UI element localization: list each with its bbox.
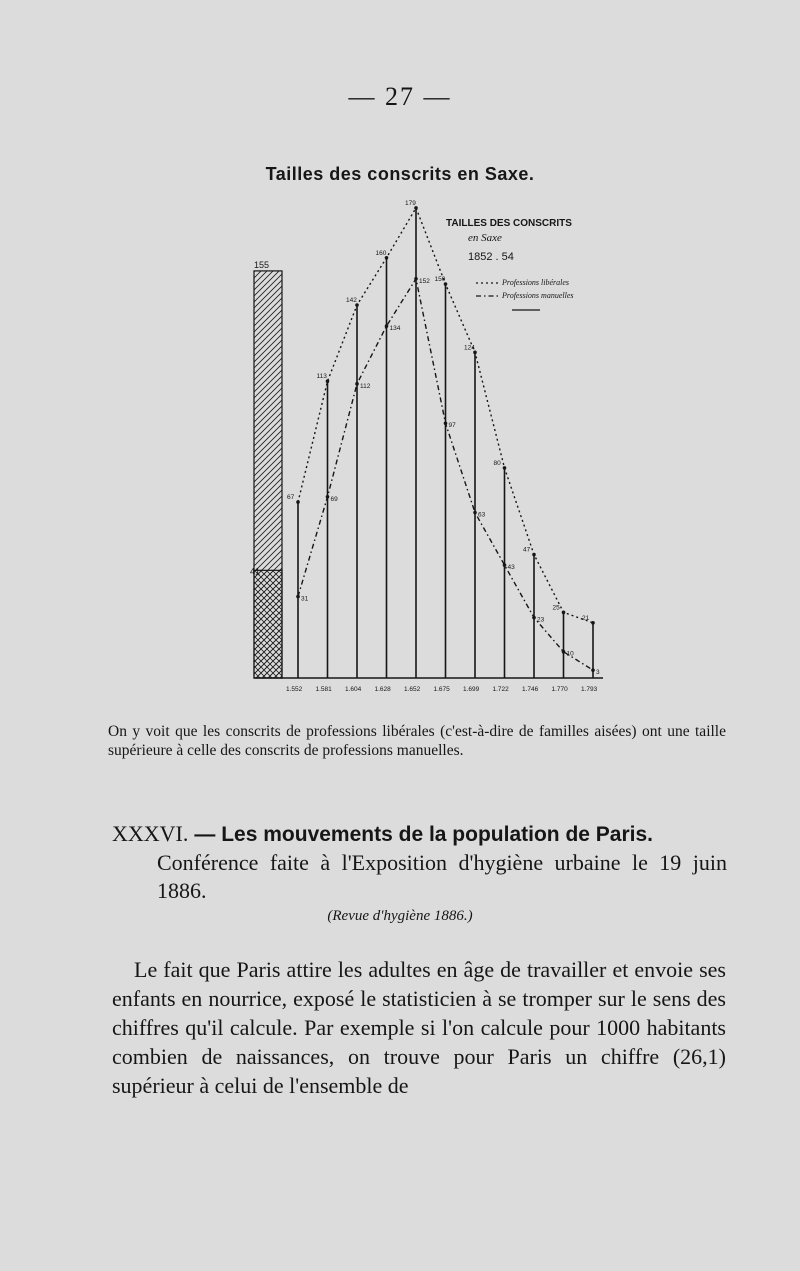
data-label-manuelles-1: 69 — [330, 495, 338, 503]
x-tick-label-2: 1.604 — [345, 686, 362, 693]
point-manuelles-10 — [591, 668, 595, 672]
sample-bar-label: 155 — [254, 259, 270, 270]
data-label-liberales-1: 113 — [316, 373, 327, 381]
height-chart — [240, 196, 610, 696]
figure-caption: On y voit que les conscrits de professions libérales (c'est-à-dire de familles aisées) ont une taille supérieure à celle des conscrits de professions manuelles. — [108, 723, 726, 759]
data-label-manuelles-3: 134 — [389, 325, 401, 333]
data-label-manuelles-6: 63 — [478, 511, 486, 519]
x-tick-label-5: 1.675 — [433, 686, 450, 693]
page-number: — 27 — — [348, 82, 452, 111]
chart-title-line-1: TAILLES DES CONSCRITS — [446, 218, 572, 229]
data-label-liberales-10: 21 — [582, 614, 590, 622]
point-liberales-7 — [503, 466, 507, 470]
x-tick-label-10: 1.793 — [581, 686, 598, 693]
data-label-manuelles-2: 112 — [360, 382, 371, 390]
chart-title-line-3: 1852 . 54 — [468, 251, 514, 263]
point-manuelles-3 — [385, 324, 389, 328]
point-liberales-10 — [591, 621, 595, 625]
data-label-liberales-5: 150 — [434, 276, 446, 284]
data-label-manuelles-8: 23 — [537, 616, 545, 624]
data-label-liberales-3: 160 — [375, 249, 387, 257]
data-label-liberales-2: 142 — [346, 297, 357, 305]
point-manuelles-7 — [503, 563, 507, 567]
data-label-liberales-4: 179 — [405, 199, 416, 207]
section-title: — Les mouvements de la population de Paris. — [194, 823, 653, 846]
point-manuelles-1 — [326, 495, 330, 499]
source-citation: (Revue d'hygiène 1886.) — [327, 908, 473, 924]
x-tick-label-4: 1.652 — [404, 686, 421, 693]
body-paragraph: Le fait que Paris attire les adultes en âge de travailler et envoie ses enfants en nourrice, exposé le statisticien à se tromper sur le sens des chiffres qu'il calcule. Par exemple si l'on calcule pour 1000 habitants combien de naissances, on trouve pour Paris un chiffre (26,1) supérieur à celui de l'ensemble de — [112, 957, 726, 1098]
point-manuelles-4 — [414, 277, 418, 281]
x-tick-label-8: 1.746 — [522, 686, 539, 693]
figure-title: Tailles des conscrits en Saxe. — [265, 164, 535, 184]
data-label-manuelles-4: 152 — [419, 277, 430, 285]
x-tick-label-1: 1.581 — [315, 686, 332, 693]
chart-title-line-2: en Saxe — [468, 232, 502, 244]
point-liberales-8 — [532, 553, 536, 557]
data-label-liberales-9: 25 — [552, 604, 560, 612]
section-heading — [112, 820, 727, 905]
point-manuelles-8 — [532, 616, 536, 620]
point-liberales-0 — [296, 500, 300, 504]
data-label-liberales-7: 80 — [493, 459, 501, 467]
x-tick-label-9: 1.770 — [551, 686, 568, 693]
legend-label-manuelles: Professions manuelles — [502, 291, 574, 300]
x-tick-label-3: 1.628 — [374, 686, 391, 693]
data-label-liberales-8: 47 — [523, 546, 531, 554]
sample-bar-crosshatched — [254, 570, 282, 678]
sample-bar-marker-label: 41 — [250, 566, 261, 577]
point-manuelles-9 — [562, 650, 566, 654]
point-manuelles-0 — [296, 595, 300, 599]
legend-label-liberales: Professions libérales — [502, 278, 570, 287]
section-number: XXXVI. — [112, 821, 189, 846]
data-label-liberales-6: 124 — [464, 344, 475, 352]
data-label-manuelles-0: 31 — [301, 595, 309, 603]
section-subtitle: Conférence faite à l'Exposition d'hygiène urbaine le 19 juin 1886. — [157, 850, 727, 903]
data-label-manuelles-5: 97 — [448, 422, 456, 430]
data-label-manuelles-9: 10 — [566, 650, 574, 658]
point-manuelles-5 — [444, 421, 448, 425]
data-label-liberales-0: 67 — [287, 494, 295, 502]
point-liberales-9 — [562, 611, 566, 615]
data-label-manuelles-10: 3 — [596, 669, 600, 677]
point-manuelles-2 — [355, 382, 359, 386]
x-tick-label-0: 1.552 — [286, 686, 303, 693]
data-label-manuelles-7: 43 — [507, 564, 515, 572]
point-manuelles-6 — [473, 511, 477, 515]
x-tick-label-7: 1.722 — [492, 686, 509, 693]
x-tick-label-6: 1.699 — [463, 686, 480, 693]
